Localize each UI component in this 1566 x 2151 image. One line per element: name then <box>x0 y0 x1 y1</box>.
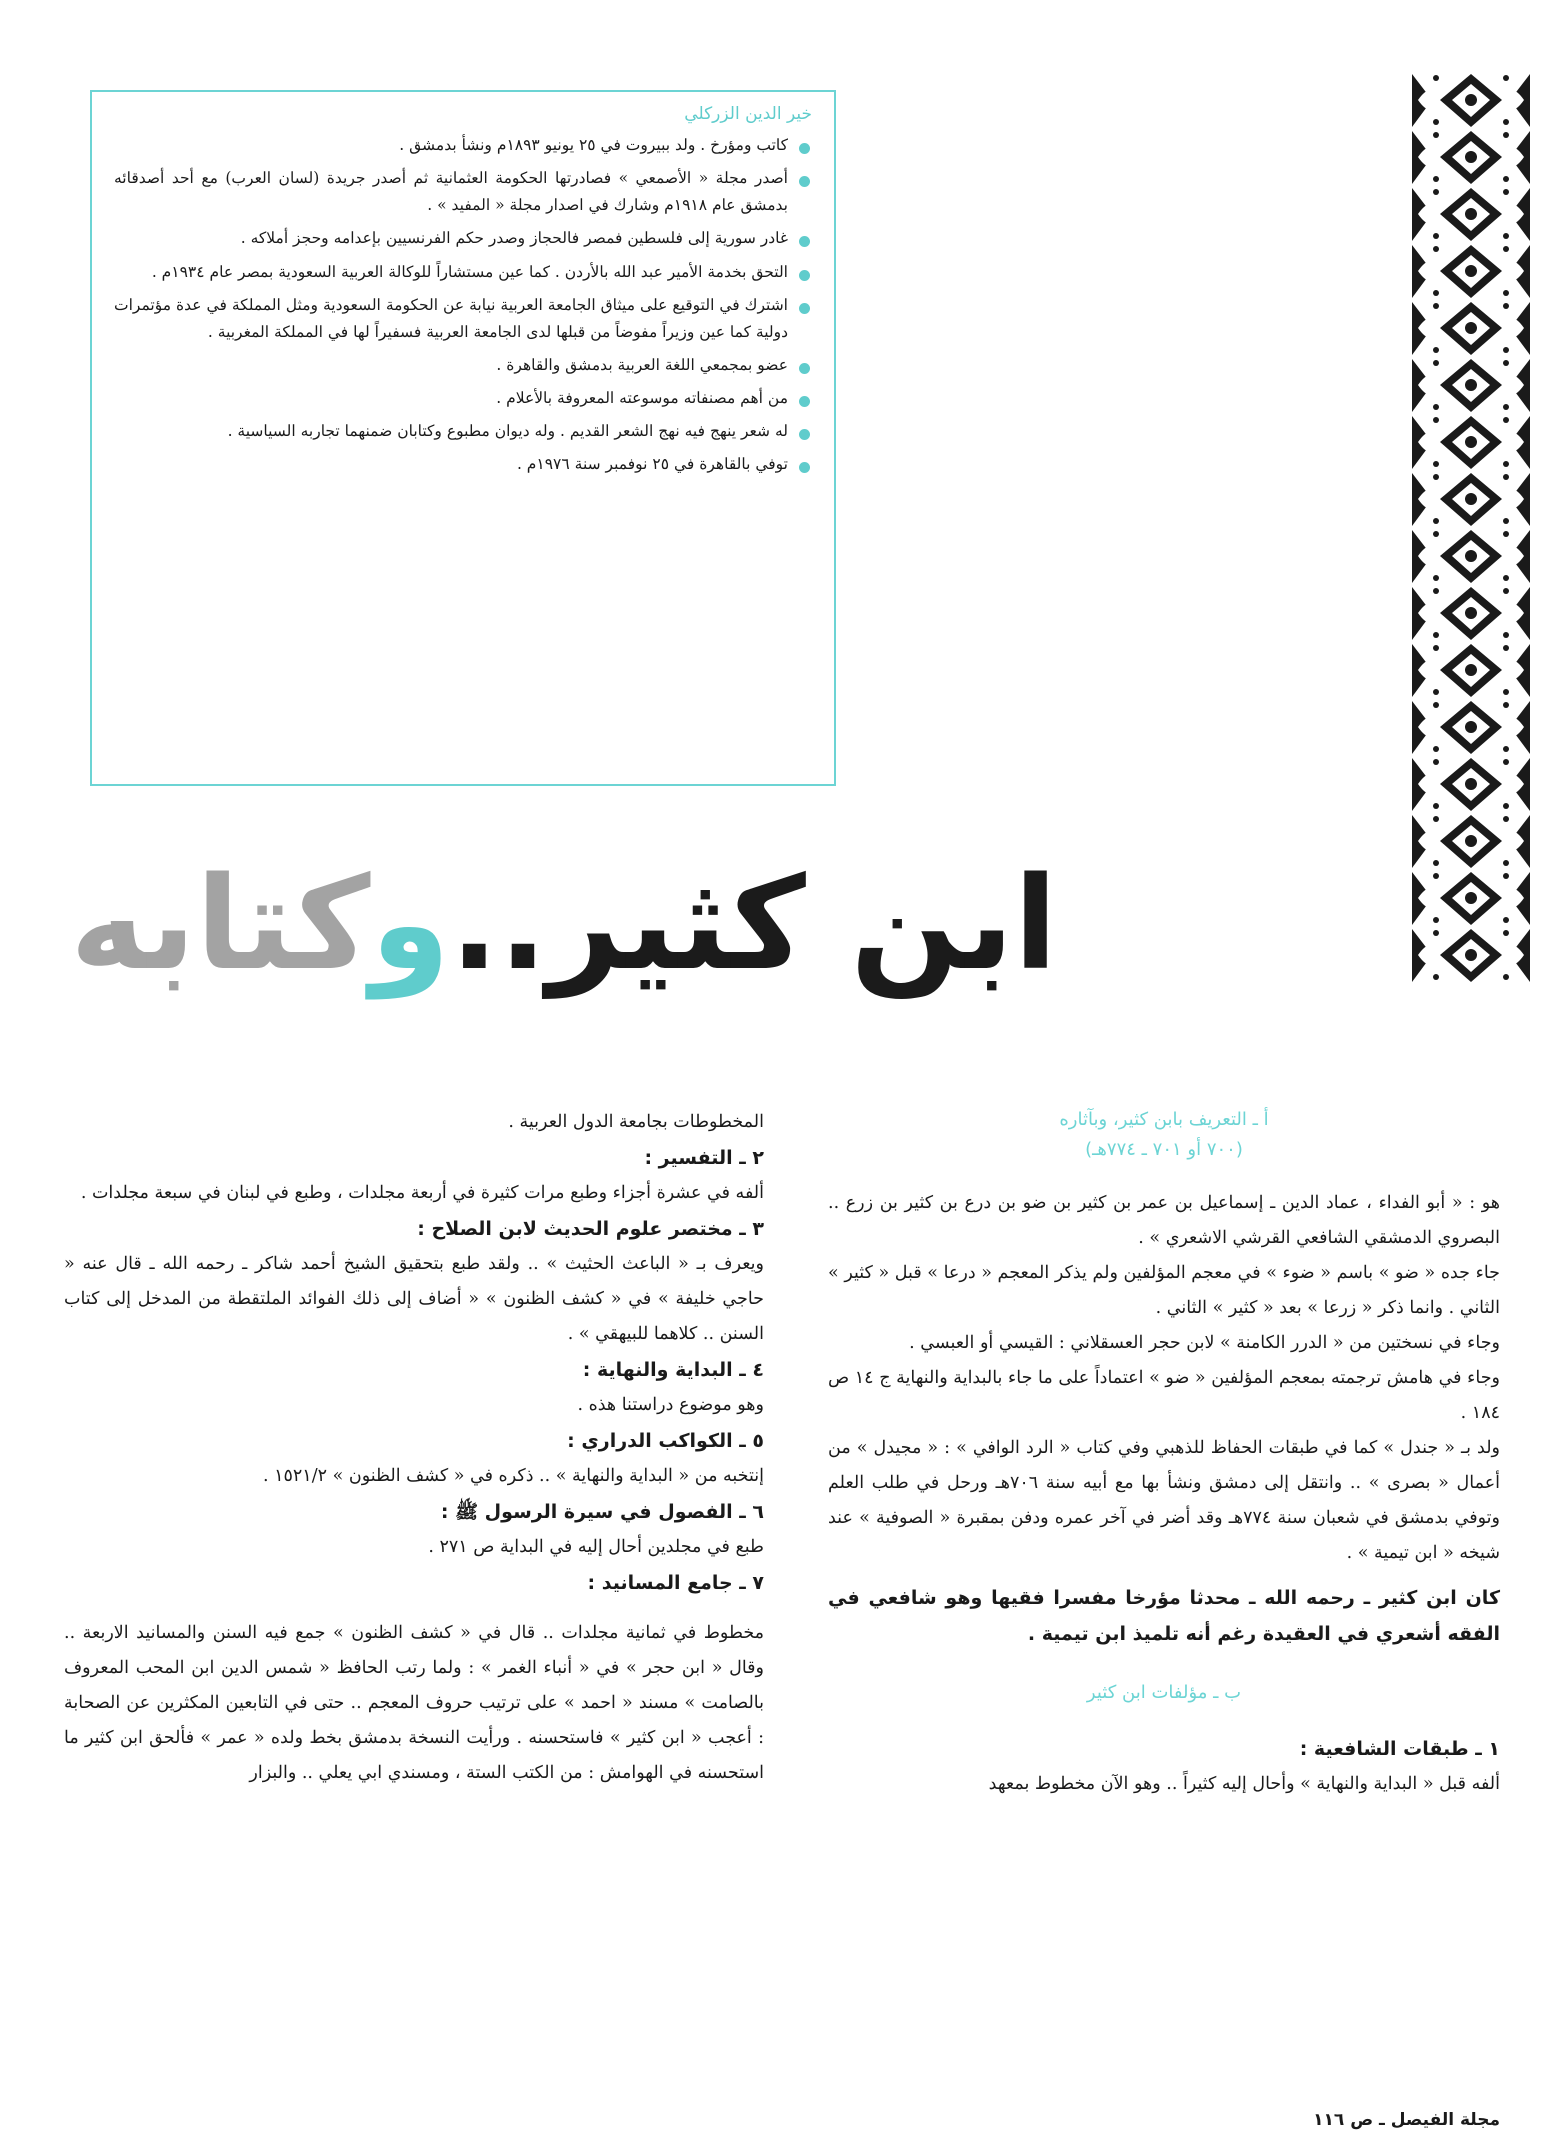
title-main: ابن كثير.. <box>450 850 1058 999</box>
paragraph: طبع في مجلدين أحال إليه في البداية ص ٢٧١ . <box>428 1537 764 1558</box>
paragraph: ألفه قبل « البداية والنهاية » وأحال إليه كثيراً .. وهو الآن مخطوط بمعهد <box>988 1774 1500 1795</box>
paragraph: إنتخبه من « البداية والنهاية » .. ذكره في « كشف الظنون » ١٥٢١/٢ . <box>262 1466 764 1487</box>
biography-item: اشترك في التوقيع على ميثاق الجامعة العربية نيابة عن الحكومة السعودية ومثل المملكة في عدة مؤتمرات دولية كما عين وزيراً مفوضاً من قبلها لدى الجامعة العربية فسفيراً لها في المملكة المغربية . <box>114 292 812 346</box>
paragraph: وهو موضوع دراستنا هذه . <box>577 1395 764 1416</box>
item-heading: ٢ ـ التفسير : <box>644 1147 764 1169</box>
article-title <box>70 830 1360 1020</box>
item-heading: ٧ ـ جامع المسانيد : <box>587 1572 764 1595</box>
paragraph: وجاء في هامش ترجمته بمعجم المؤلفين « ضو » اعتماداً على ما جاء بالبداية والنهاية ج ١٤ ص ١٨٤ . <box>828 1368 1500 1424</box>
biography-list <box>114 132 812 478</box>
right-column <box>828 1105 1500 1802</box>
biography-box-title: خير الدين الزركلي <box>684 104 812 124</box>
paragraph: وجاء في نسختين من « الدرر الكامنة » لابن حجر العسقلاني : القيسي أو العبسي . <box>909 1333 1500 1354</box>
title-rest: كتابه <box>70 850 371 999</box>
item-heading: ٥ ـ الكواكب الدراري : <box>567 1430 764 1453</box>
item-heading: ٦ ـ الفصول في سيرة الرسول ﷺ : <box>440 1501 764 1524</box>
title-connector: و <box>370 850 450 999</box>
biography-box <box>90 90 836 786</box>
paragraph: المخطوطات بجامعة الدول العربية . <box>508 1112 764 1132</box>
item-heading: ٤ ـ البداية والنهاية : <box>582 1359 764 1382</box>
biography-item: أصدر مجلة « الأصمعي » فصادرتها الحكومة العثمانية ثم أصدر جريدة (لسان العرب) مع أحد أصدقائه بدمشق عام ١٩١٨م وشارك في اصدار مجلة « المفيد » . <box>114 165 812 219</box>
section-a-dates: (٧٠٠ أو ٧٠١ ـ ٧٧٤هـ) <box>1085 1138 1243 1160</box>
biography-item: عضو بمجمعي اللغة العربية بدمشق والقاهرة . <box>114 352 812 379</box>
paragraph: جاء جده « ضو » باسم « ضوء » في معجم المؤلفين ولم يذكر المعجم « درعا » قبل « كثير » الثاني . وانما ذكر « زرعا » بعد « كثير » الثاني . <box>828 1263 1500 1319</box>
biography-item: توفي بالقاهرة في ٢٥ نوفمبر سنة ١٩٧٦م . <box>114 451 812 478</box>
item-heading: ١ ـ طبقات الشافعية : <box>1299 1738 1500 1761</box>
paragraph: ألفه في عشرة أجزاء وطبع مرات كثيرة في أربعة مجلدات ، وطبع في لبنان في سبعة مجلدات . <box>80 1183 764 1204</box>
biography-item: كاتب ومؤرخ . ولد ببيروت في ٢٥ يونيو ١٨٩٣م ونشأ بدمشق . <box>114 132 812 159</box>
paragraph: مخطوط في ثمانية مجلدات .. قال في « كشف الظنون » جمع فيه السنن والمسانيد الاربعة .. وقال « ابن حجر » في « أنباء الغمر » : ولما رتب الحافظ « شمس الدين ابن المحب المعروف بالصامت » مسند « احمد » على ترتيب حروف المعجم .. حتى في التابعين المكثرين عن الصحابة : أعجب « ابن كثير » فاستحسنه . ورأيت النسخة بدمشق بخط ولده « عمر » فألحق ابن كثير ما استحسنه في الهوامش : من الكتب الستة ، ومسندي ابي يعلي .. والبزار <box>64 1622 764 1783</box>
biography-item: التحق بخدمة الأمير عبد الله بالأردن . كما عين مستشاراً للوكالة العربية السعودية بمصر عام ١٩٣٤م . <box>114 259 812 286</box>
lead-statement: كان ابن كثير ـ رحمه الله ـ محدثا مؤرخا مفسرا فقيها وهو شافعي في الفقه أشعري في العقيدة رغم أنه تلميذ ابن تيمية . <box>828 1587 1500 1645</box>
biography-item: من أهم مصنفاته موسوعته المعروفة بالأعلام . <box>114 385 812 412</box>
paragraph: ويعرف بـ « الباعث الحثيث » .. ولقد طبع بتحقيق الشيخ أحمد شاكر ـ رحمه الله ـ قال عنه « حاجي خليفة » في « كشف الظنون » « أضاف إلى ذلك الفوائد الملتقطة من المدخل إلى كتاب السنن .. كلاهما للبيهقي » . <box>64 1254 764 1345</box>
left-column <box>64 1105 764 1791</box>
biography-item: غادر سورية إلى فلسطين فمصر فالحجاز وصدر حكم الفرنسيين بإعدامه وحجز أملاكه . <box>114 225 812 252</box>
section-b-title: ب ـ مؤلفات ابن كثير <box>1086 1681 1242 1703</box>
ornamental-border <box>1410 72 1532 984</box>
paragraph: ولد بـ « جندل » كما في طبقات الحفاظ للذهبي وفي كتاب « الرد الوافي » : « مجيدل » من أعمال « بصرى » .. وانتقل إلى دمشق ونشأ بها مع أبيه سنة ٧٠٦هـ ورحل في طلب العلم وتوفي بدمشق في شعبان سنة ٧٧٤هـ وقد أضر في آخر عمره ودفن بمقبرة « الصوفية » عند شيخه « ابن تيمية » . <box>828 1438 1501 1564</box>
paragraph: هو : « أبو الفداء ، عماد الدين ـ إسماعيل بن عمر بن كثير بن ضو بن درع بن كثير بن زرع .. البصروي الدمشقي الشافعي القرشي الاشعري » . <box>828 1193 1500 1249</box>
item-heading: ٣ ـ مختصر علوم الحديث لابن الصلاح : <box>417 1218 764 1241</box>
biography-item: له شعر ينهج فيه نهج الشعر القديم . وله ديوان مطبوع وكتابان ضمنهما تجاربه السياسية . <box>114 418 812 445</box>
section-a-title: أ ـ التعريف بابن كثير، وبآثاره <box>1059 1109 1269 1130</box>
page-footer: مجلة الفيصل ـ ص ١١٦ <box>1313 2110 1500 2130</box>
